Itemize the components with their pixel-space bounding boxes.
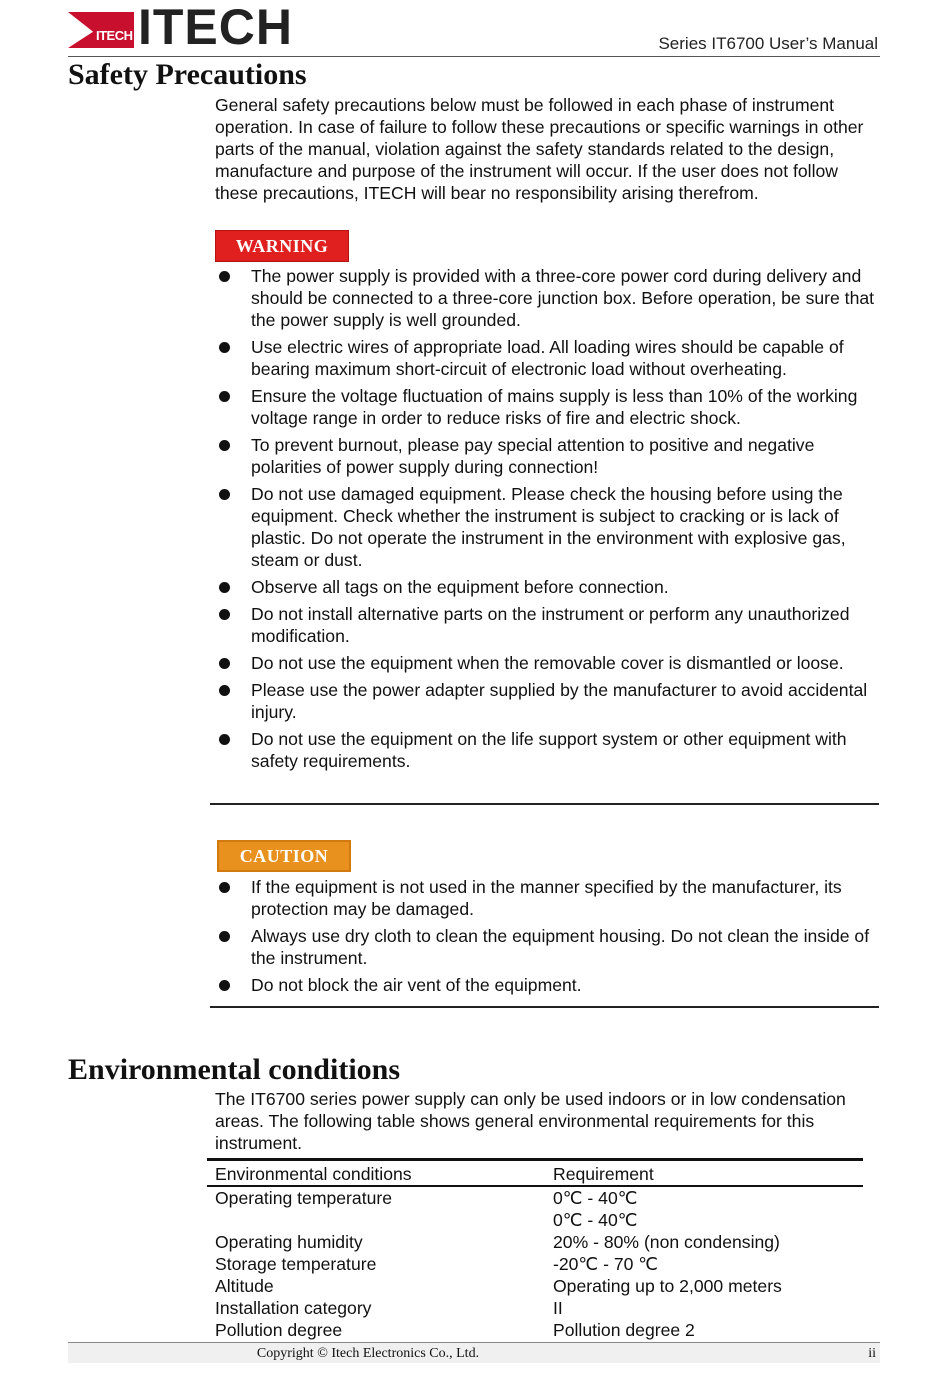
warning-item-text: Observe all tags on the equipment before connection.	[251, 577, 669, 597]
logo-wordmark: ITECH	[138, 0, 293, 55]
requirement-cell: II	[553, 1298, 563, 1318]
warning-item	[215, 336, 885, 380]
warning-item	[215, 385, 885, 429]
condition-cell: Pollution degree	[215, 1320, 343, 1340]
caution-item	[215, 876, 885, 920]
warning-item-text: Do not use the equipment on the life support system or other equipment with safety requirements.	[251, 729, 847, 771]
warning-item-text: To prevent burnout, please pay special attention to positive and negative polarities of power supply during connection!	[251, 435, 815, 477]
table-row	[207, 1231, 863, 1253]
warning-item-text: Ensure the voltage fluctuation of mains supply is less than 10% of the working voltage range in order to reduce risks of fire and electric shock.	[251, 386, 858, 428]
caution-list	[215, 876, 885, 1001]
page-footer	[68, 1342, 880, 1363]
environment-table	[207, 1158, 863, 1341]
requirement-cell: 0℃ - 40℃	[553, 1210, 638, 1230]
table-row	[207, 1186, 863, 1209]
document-title: Series IT6700 User’s Manual	[658, 34, 878, 53]
bullet-icon	[219, 582, 230, 593]
bullet-icon	[219, 391, 230, 402]
condition-cell: Storage temperature	[215, 1254, 377, 1274]
column-header: Environmental conditions	[207, 1160, 545, 1187]
bullet-icon	[219, 489, 230, 500]
warning-item	[215, 265, 885, 331]
column-header: Requirement	[545, 1160, 863, 1187]
bullet-icon	[219, 734, 230, 745]
warning-item-text: Use electric wires of appropriate load. All loading wires should be capable of bearing maximum short-circuit of electronic load without overheating.	[251, 337, 844, 379]
bullet-icon	[219, 658, 230, 669]
environment-intro: The IT6700 series power supply can only be used indoors or in low condensation areas. The following table shows general environmental requirements for this instrument.	[215, 1089, 846, 1153]
warning-item	[215, 576, 885, 598]
section-divider	[210, 1006, 879, 1008]
warning-tag: WARNING	[215, 230, 349, 262]
warning-item	[215, 603, 885, 647]
requirement-cell: 0℃ - 40℃	[553, 1188, 638, 1208]
requirement-cell: Pollution degree 2	[553, 1320, 695, 1340]
bullet-icon	[219, 609, 230, 620]
section-divider	[210, 803, 879, 805]
bullet-icon	[219, 882, 230, 893]
page-header	[68, 0, 880, 57]
condition-cell: Operating temperature	[215, 1188, 393, 1208]
condition-cell: Operating humidity	[215, 1232, 363, 1252]
requirement-cell: Operating up to 2,000 meters	[553, 1276, 782, 1296]
safety-intro: General safety precautions below must be followed in each phase of instrument operation. In case of failure to follow these precautions or specific warnings in other parts of the manual, violation against the safety standards related to the design, manufacture and purpose of the instrument will occur. If the user does not follow these precautions, ITECH will bear no responsibility arising therefrom.	[215, 95, 864, 203]
bullet-icon	[219, 980, 230, 991]
environment-heading: Environmental conditions	[68, 1053, 401, 1086]
caution-item	[215, 925, 885, 969]
requirement-cell: -20℃ - 70 ℃	[553, 1254, 659, 1274]
warning-item	[215, 434, 885, 478]
table-row	[207, 1297, 863, 1319]
bullet-icon	[219, 685, 230, 696]
warning-item-text: Do not use damaged equipment. Please check the housing before using the equipment. Check whether the instrument is subject to cracking or is lack of plastic. Do not operate the instrument in the environment with explosive gas, steam or dust.	[251, 484, 846, 570]
caution-item-text: Always use dry cloth to clean the equipment housing. Do not clean the inside of the instrument.	[251, 926, 870, 968]
caution-item-text: If the equipment is not used in the manner specified by the manufacturer, its protection may be damaged.	[251, 877, 842, 919]
bullet-icon	[219, 342, 230, 353]
bullet-icon	[219, 271, 230, 282]
page-number: ii	[868, 1346, 876, 1361]
condition-cell: Altitude	[215, 1276, 274, 1296]
warning-item-text: Do not install alternative parts on the instrument or perform any unauthorized modification.	[251, 604, 850, 646]
condition-cell	[207, 1209, 545, 1231]
warning-item	[215, 483, 885, 571]
table-row	[207, 1209, 863, 1231]
warning-item-text: The power supply is provided with a three-core power cord during delivery and should be connected to a three-core junction box. Before operation, be sure that the power supply is well grounded.	[251, 266, 875, 330]
itech-logo	[68, 0, 298, 55]
table-row	[207, 1275, 863, 1297]
caution-item-text: Do not block the air vent of the equipment.	[251, 975, 582, 995]
logo-flag-text: ITECH	[96, 28, 133, 43]
safety-heading: Safety Precautions	[68, 58, 307, 91]
caution-item	[215, 974, 885, 996]
warning-item-text: Do not use the equipment when the removable cover is dismantled or loose.	[251, 653, 844, 673]
warning-item-text: Please use the power adapter supplied by the manufacturer to avoid accidental injury.	[251, 680, 868, 722]
warning-item	[215, 679, 885, 723]
condition-cell: Installation category	[215, 1298, 372, 1318]
bullet-icon	[219, 931, 230, 942]
requirement-cell: 20% - 80% (non condensing)	[553, 1232, 780, 1252]
warning-list	[215, 265, 885, 777]
table-header-row	[207, 1160, 863, 1187]
table-row	[207, 1319, 863, 1341]
bullet-icon	[219, 440, 230, 451]
caution-tag: CAUTION	[217, 840, 351, 872]
table-row	[207, 1253, 863, 1275]
warning-item	[215, 728, 885, 772]
copyright-text: Copyright © Itech Electronics Co., Ltd.	[256, 1346, 480, 1361]
warning-item	[215, 652, 885, 674]
